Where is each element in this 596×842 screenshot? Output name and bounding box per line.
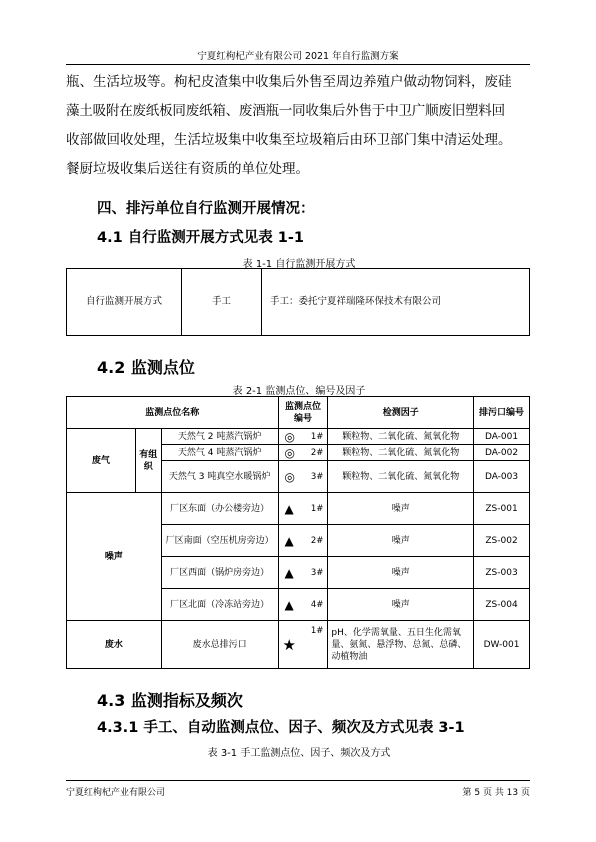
category-gas: 废气 [67, 429, 136, 493]
factor: 噪声 [328, 557, 474, 589]
outlet-code: DW-001 [474, 621, 530, 669]
table-2-1 [66, 396, 530, 669]
factor: 噪声 [328, 525, 474, 557]
intro-line-2: 藻土吸附在废纸板同废纸箱、废酒瓶一同收集后外售于中卫广顺废旧塑料回 [66, 103, 505, 119]
footer-rule [66, 780, 530, 781]
point-code [278, 621, 328, 669]
section-4-1-heading: 4.1 自行监测开展方式见表 1-1 [97, 230, 304, 246]
outlet-code: DA-002 [474, 445, 530, 461]
table-1-1 [66, 268, 530, 336]
point-name: 天然气 2 吨蒸汽锅炉 [161, 429, 278, 445]
triangle-icon: ▲ [284, 501, 294, 516]
triangle-icon: ▲ [284, 533, 294, 548]
category-noise: 噪声 [67, 493, 162, 621]
outlet-code: DA-001 [474, 429, 530, 445]
table-row [67, 429, 530, 445]
factor: 颗粒物、二氧化硫、氮氧化物 [328, 445, 474, 461]
circle-target-icon: ◎ [284, 429, 295, 444]
point-number: 1# [310, 431, 324, 442]
point-code [278, 557, 328, 589]
header-point-name: 监测点位名称 [67, 397, 279, 429]
point-code [278, 461, 328, 493]
intro-paragraph [66, 68, 532, 184]
page-header: 宁夏红枸杞产业有限公司 2021 年自行监测方案 [197, 51, 399, 62]
point-number: 2# [310, 535, 324, 546]
footer-page-number: 第 5 页 共 13 页 [462, 788, 530, 798]
section-4-2-heading: 4.2 监测点位 [97, 358, 195, 377]
factor: 噪声 [328, 589, 474, 621]
table-1-1-method: 手工 [182, 269, 262, 336]
header-outlet: 排污口编号 [474, 397, 530, 429]
point-name: 厂区西面（锅炉房旁边） [161, 557, 278, 589]
triangle-icon: ▲ [284, 565, 294, 580]
point-code [278, 525, 328, 557]
factor: 颗粒物、二氧化硫、氮氧化物 [328, 429, 474, 445]
factor: 噪声 [328, 493, 474, 525]
point-number: 2# [310, 447, 324, 458]
point-name: 厂区南面（空压机房旁边） [161, 525, 278, 557]
point-name: 厂区东面（办公楼旁边） [161, 493, 278, 525]
circle-target-icon: ◎ [284, 445, 295, 460]
point-code [278, 589, 328, 621]
point-number: 1# [310, 503, 324, 514]
footer-company: 宁夏红枸杞产业有限公司 [66, 788, 166, 798]
table-1-1-caption: 表 1-1 自行监测开展方式 [242, 259, 356, 270]
point-name: 废水总排污口 [161, 621, 278, 669]
point-code [278, 429, 328, 445]
outlet-code: ZS-001 [474, 493, 530, 525]
table-1-1-label: 自行监测开展方式 [67, 269, 182, 336]
table-1-1-detail: 手工：委托宁夏祥瑞隆环保技术有限公司 [262, 269, 530, 336]
point-code [278, 493, 328, 525]
intro-line-3: 收部做回收处理，生活垃圾集中收集至垃圾箱后由环卫部门集中清运处理。 [66, 132, 512, 148]
table-3-1-caption: 表 3-1 手工监测点位、因子、频次及方式 [207, 748, 391, 759]
point-number: 4# [310, 599, 324, 610]
header-rule [66, 64, 530, 65]
intro-line-4: 餐厨垃圾收集后送往有资质的单位处理。 [66, 161, 309, 177]
category-wastewater: 废水 [67, 621, 162, 669]
point-number: 1# [310, 626, 324, 636]
circle-target-icon: ◎ [284, 469, 295, 484]
table-2-1-caption: 表 2-1 监测点位、编号及因子 [232, 386, 366, 397]
section-4-3-1-heading: 4.3.1 手工、自动监测点位、因子、频次及方式见表 3-1 [97, 720, 465, 736]
intro-line-1: 瓶、生活垃圾等。枸杞皮渣集中收集后外售至周边养殖户做动物饲料，废硅 [66, 74, 512, 90]
outlet-code: ZS-002 [474, 525, 530, 557]
point-number: 3# [310, 471, 324, 482]
point-name: 天然气 4 吨蒸汽锅炉 [161, 445, 278, 461]
point-name: 厂区北面（冷冻站旁边） [161, 589, 278, 621]
section-4-heading: 四、排污单位自行监测开展情况： [97, 201, 315, 217]
outlet-code: ZS-004 [474, 589, 530, 621]
factor: 颗粒物、二氧化硫、氮氧化物 [328, 461, 474, 493]
triangle-icon: ▲ [284, 597, 294, 612]
outlet-code: DA-003 [474, 461, 530, 493]
star-icon: ★ [282, 635, 296, 654]
subcategory-organized: 有组织 [135, 429, 161, 493]
factor: pH、化学需氧量、五日生化需氧量、氨氮、悬浮物、总氮、总磷、动植物油 [328, 621, 474, 669]
section-4-3-heading: 4.3 监测指标及频次 [97, 691, 243, 710]
table-row [67, 493, 530, 525]
outlet-code: ZS-003 [474, 557, 530, 589]
table-row [67, 621, 530, 669]
point-name: 天然气 3 吨真空水暖锅炉 [161, 461, 278, 493]
point-code [278, 445, 328, 461]
header-point-code: 监测点位编号 [278, 397, 328, 429]
point-number: 3# [310, 567, 324, 578]
header-factor: 检测因子 [328, 397, 474, 429]
table-2-1-header-row [67, 397, 530, 429]
